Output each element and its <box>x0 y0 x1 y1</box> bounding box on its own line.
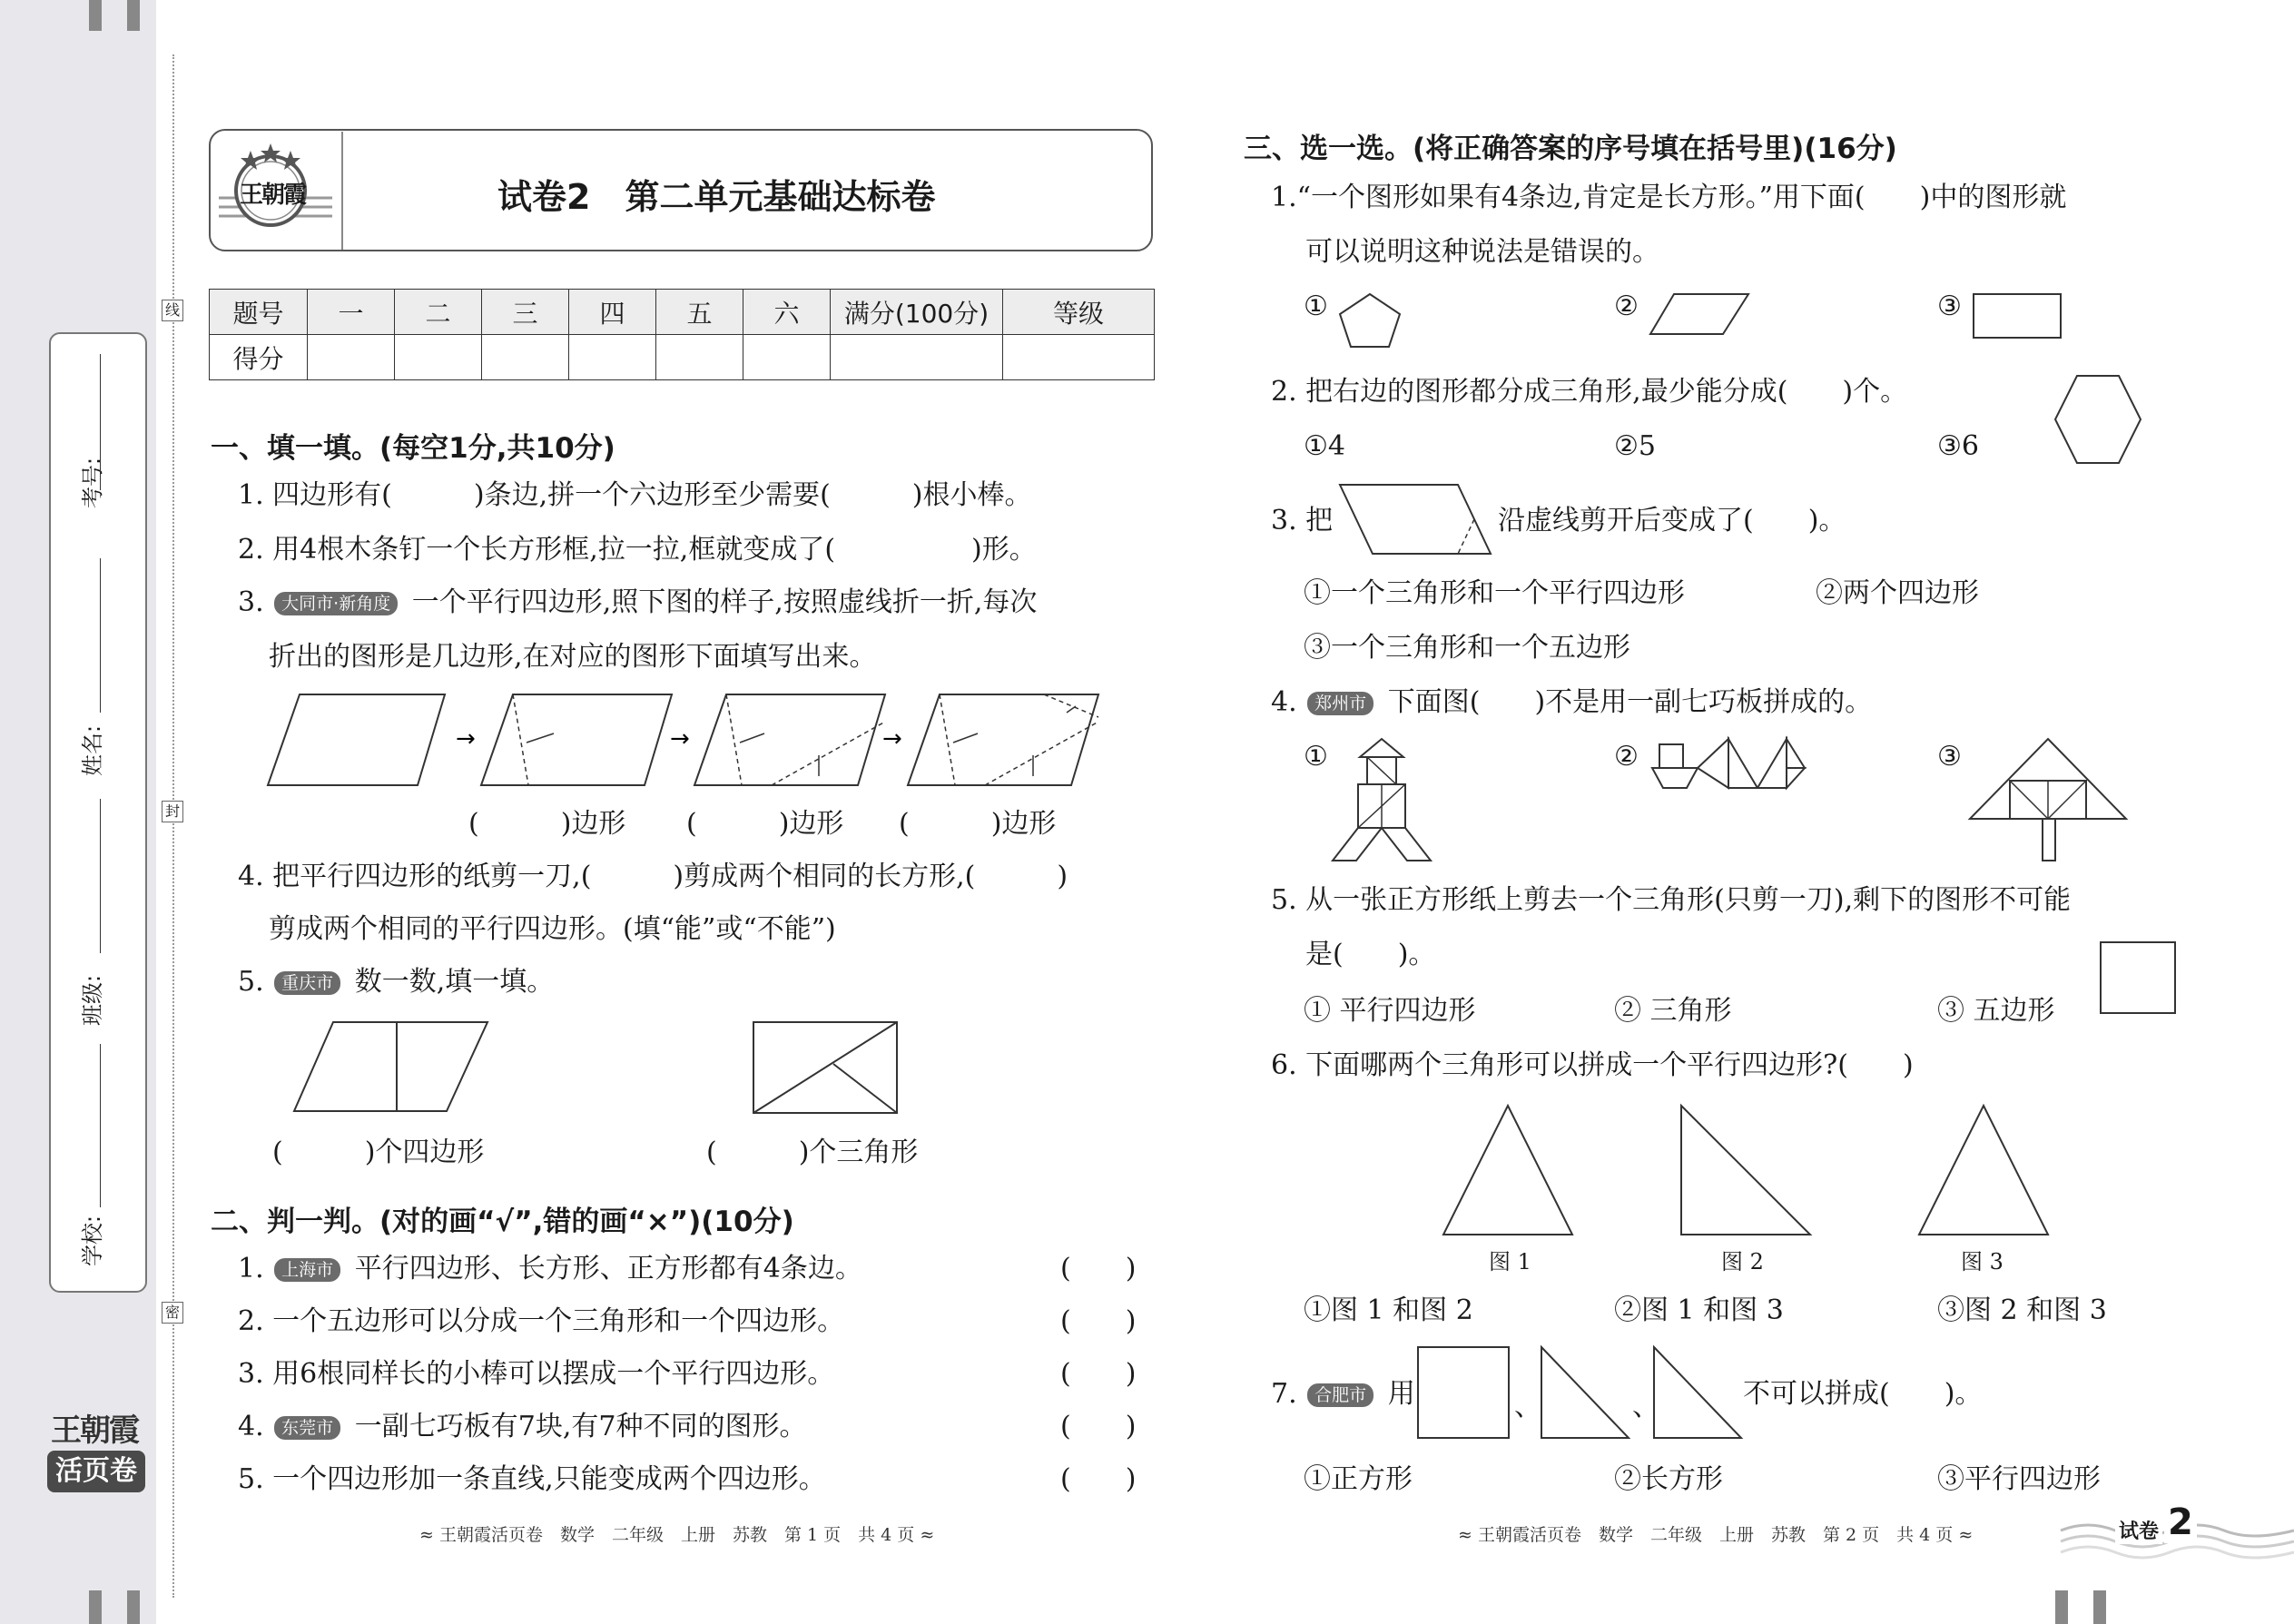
section3-title: 三、选一选。(将正确答案的序号填在括号里)(16分) <box>1244 133 1897 165</box>
s1-q3 <box>238 585 1037 621</box>
s1-q3-text: 一个平行四边形,照下图的样子,按照虚线折一折,每次 <box>411 586 1038 618</box>
s3-q4-text: 下面图( )不是用一副七巧板拼成的。 <box>1387 686 1873 718</box>
s1-q3-blank-1[interactable]: ( )边形 <box>468 808 626 840</box>
s3-q4-num: 4. <box>1271 686 1297 718</box>
score-row-label: 得分 <box>210 335 308 380</box>
square-shape <box>2099 940 2177 1015</box>
s3-q4 <box>1271 684 1872 721</box>
page-title: 试卷2 第二单元基础达标卷 <box>497 177 936 217</box>
s3-q6-label-3: 图 3 <box>1961 1249 2004 1275</box>
s3-q3-a: 3. 把 <box>1271 505 1334 536</box>
score-header-cell: 满分(100分) <box>831 290 1003 335</box>
top-bar-mark <box>89 0 102 31</box>
s2-item-tag: 东莞市 <box>274 1416 340 1440</box>
s3-q6-label-1: 图 1 <box>1489 1249 1531 1275</box>
s1-q5 <box>238 964 554 1000</box>
parallelogram-shape <box>1649 292 1750 336</box>
bottom-bar-mark <box>127 1590 140 1624</box>
s3-q2: 2. 把右边的图形都分成三角形,最少能分成( )个。 <box>1271 376 1908 408</box>
s3-q5-line2: 是( )。 <box>1305 939 1436 970</box>
triangle-figure-2 <box>1679 1104 1812 1236</box>
s3-q2-opt-1[interactable]: ①4 <box>1304 430 1345 462</box>
tangram-tree-figure <box>1968 737 2128 864</box>
s3-q5-opt-1[interactable]: ① 平行四边形 <box>1304 995 1476 1027</box>
s3-q1-opt-1[interactable]: ① <box>1304 290 1328 322</box>
svg-text:→: → <box>456 725 476 753</box>
s1-q5-blank-1[interactable]: ( )个四边形 <box>272 1137 485 1168</box>
s3-q7-opt-3[interactable]: ③平行四边形 <box>1937 1463 2101 1495</box>
s3-q3-b: 沿虚线剪开后变成了( )。 <box>1498 505 1846 536</box>
score-cell[interactable] <box>656 335 743 380</box>
s2-answer-1[interactable]: ( ) <box>1060 1253 1137 1284</box>
s3-q7-sep-1: 、 <box>1514 1391 1541 1422</box>
svg-text:→: → <box>670 725 690 753</box>
s3-q6-label-2: 图 2 <box>1721 1249 1764 1275</box>
s3-q2-opt-3[interactable]: ③6 <box>1937 430 1979 462</box>
footer-left: ≈ 王朝霞活页卷 数学 二年级 上册 苏教 第 1 页 共 4 页 ≈ <box>419 1525 935 1545</box>
top-bar-mark <box>127 0 140 31</box>
s3-q6-opt-3[interactable]: ③图 2 和图 3 <box>1937 1294 2107 1326</box>
s3-q7-a: 用 <box>1387 1378 1415 1410</box>
s3-q4-opt-3[interactable]: ③ <box>1937 741 1962 773</box>
s1-q5-parallelogram-figure <box>292 1020 492 1115</box>
s3-q4-opt-1[interactable]: ① <box>1304 741 1328 773</box>
s3-q3-opt-2[interactable]: ②两个四边形 <box>1816 577 1979 609</box>
score-table <box>209 289 1155 380</box>
s3-q5-opt-3[interactable]: ③ 五边形 <box>1937 995 2055 1027</box>
tangram-tower-figure <box>1331 737 1433 864</box>
s1-q1: 1. 四边形有( )条边,拼一个六边形至少需要( )根小棒。 <box>238 479 1032 511</box>
s2-answer-5[interactable]: ( ) <box>1060 1463 1137 1495</box>
s2-item-text: 用6根同样长的小棒可以摆成一个平行四边形。 <box>272 1358 835 1390</box>
s3-q1-opt-2[interactable]: ② <box>1614 290 1639 322</box>
s3-q7-square-figure <box>1416 1345 1511 1440</box>
s3-q7-start <box>1271 1376 1415 1412</box>
pentagon-shape <box>1338 292 1402 349</box>
score-header-cell: 六 <box>743 290 831 335</box>
s2-item-5 <box>238 1462 826 1498</box>
s2-answer-4[interactable]: ( ) <box>1060 1411 1137 1442</box>
kaohao-line <box>100 354 101 490</box>
score-cell[interactable] <box>569 335 656 380</box>
s2-item-text: 一个五边形可以分成一个三角形和一个四边形。 <box>272 1305 845 1337</box>
cut-mark-mi: 密 <box>162 1302 183 1324</box>
s1-q4: 4. 把平行四边形的纸剪一刀,( )剪成两个相同的长方形,( ) <box>238 861 1068 892</box>
s2-item-1 <box>238 1251 862 1287</box>
rectangle-shape <box>1972 292 2063 340</box>
s2-item-num: 4. <box>238 1411 264 1442</box>
s2-item-num: 5. <box>238 1463 264 1495</box>
s3-q5: 5. 从一张正方形纸上剪去一个三角形(只剪一刀),剩下的图形不可能 <box>1271 884 2072 916</box>
triangle-figure-1 <box>1442 1104 1574 1236</box>
bottom-bar-mark <box>89 1590 102 1624</box>
logo-text: 王朝霞 <box>240 182 306 209</box>
s3-q6-opt-1[interactable]: ①图 1 和图 2 <box>1304 1294 1473 1326</box>
s3-q7-triangle-figure-1 <box>1540 1345 1630 1440</box>
score-cell[interactable] <box>308 335 395 380</box>
tangram-boat-figure <box>1650 737 1807 792</box>
page-badge-label: 试卷 <box>2115 1516 2162 1544</box>
s1-q3-num: 3. <box>238 586 264 618</box>
svg-text:→: → <box>882 725 902 753</box>
footer-right: ≈ 王朝霞活页卷 数学 二年级 上册 苏教 第 2 页 共 4 页 ≈ <box>1458 1525 1974 1545</box>
score-header-cell: 一 <box>308 290 395 335</box>
s3-q7-tag: 合肥市 <box>1307 1383 1373 1407</box>
section1-title: 一、填一填。(每空1分,共10分) <box>211 432 615 465</box>
s1-q4-line2: 剪成两个相同的平行四边形。(填“能”或“不能”) <box>269 913 836 945</box>
cut-mark-feng: 封 <box>162 801 183 822</box>
s2-answer-2[interactable]: ( ) <box>1060 1305 1137 1337</box>
s2-item-2 <box>238 1304 844 1340</box>
logo-divider <box>341 132 343 250</box>
s3-q1: 1.“一个图形如果有4条边,肯定是长方形。”用下面( )中的图形就 <box>1271 182 2067 213</box>
section2-title: 二、判一判。(对的画“√”,错的画“×”)(10分) <box>211 1206 794 1238</box>
kaohao-label: 考号: <box>80 457 105 508</box>
score-header-cell: 五 <box>656 290 743 335</box>
s3-q7-num: 7. <box>1271 1378 1297 1410</box>
s2-item-num: 1. <box>238 1253 264 1284</box>
s3-q2-opt-2[interactable]: ②5 <box>1614 430 1656 462</box>
score-cell[interactable] <box>1003 335 1155 380</box>
triangle-figure-3 <box>1917 1104 2050 1236</box>
s3-q1-line2: 可以说明这种说法是错误的。 <box>1305 236 1659 268</box>
s2-item-3 <box>238 1356 834 1393</box>
side-brand-top: 王朝霞 <box>51 1412 138 1449</box>
s2-item-num: 3. <box>238 1358 264 1390</box>
s3-q3-parallelogram-figure <box>1338 483 1492 556</box>
cut-mark-xian: 线 <box>162 300 183 321</box>
banji-line <box>100 799 101 953</box>
s1-q5-text: 数一数,填一填。 <box>354 966 555 998</box>
s1-q5-rectangle-figure <box>752 1020 901 1115</box>
xuexiao-label: 学校: <box>80 1215 105 1266</box>
s3-q7-triangle-figure-2 <box>1652 1345 1743 1440</box>
fold-diagram <box>263 690 1108 790</box>
score-header-cell: 三 <box>482 290 569 335</box>
s1-q2: 2. 用4根木条钉一个长方形框,拉一拉,框就变成了( )形。 <box>238 534 1037 566</box>
bottom-bar-mark <box>2055 1590 2068 1624</box>
bottom-bar-mark <box>2093 1590 2106 1624</box>
cut-line <box>172 54 174 1598</box>
page-badge-number: 2 <box>2164 1501 2197 1543</box>
s1-q3-blank-2[interactable]: ( )边形 <box>686 808 844 840</box>
s1-q3-blank-3[interactable]: ( )边形 <box>899 808 1057 840</box>
xingming-line <box>100 558 101 713</box>
xingming-label: 姓名: <box>80 724 105 776</box>
s2-item-text: 平行四边形、长方形、正方形都有4条边。 <box>354 1253 862 1284</box>
s3-q7-sep-2: 、 <box>1632 1391 1659 1422</box>
s2-item-num: 2. <box>238 1305 264 1337</box>
s3-q3-opt-3[interactable]: ③一个三角形和一个五边形 <box>1304 632 1630 664</box>
s2-answer-3[interactable]: ( ) <box>1060 1358 1137 1390</box>
xuexiao-line <box>100 1044 101 1207</box>
s2-item-text: 一个四边形加一条直线,只能变成两个四边形。 <box>272 1463 826 1495</box>
score-cell[interactable] <box>831 335 1003 380</box>
hexagon-shape <box>2053 374 2142 465</box>
s3-q7-opt-2[interactable]: ②长方形 <box>1614 1463 1723 1495</box>
banji-label: 班级: <box>80 974 105 1026</box>
s3-q6: 6. 下面哪两个三角形可以拼成一个平行四边形?( ) <box>1271 1049 1914 1081</box>
s1-q3-tag: 大同市·新角度 <box>274 592 398 615</box>
score-header-cell: 四 <box>569 290 656 335</box>
score-cell[interactable] <box>395 335 482 380</box>
s2-item-tag: 上海市 <box>274 1258 340 1282</box>
side-brand-bottom: 活页卷 <box>47 1451 145 1492</box>
s3-q7-b: 不可以拼成( )。 <box>1743 1378 1983 1410</box>
s1-q5-tag: 重庆市 <box>274 971 340 995</box>
s3-q4-tag: 郑州市 <box>1307 692 1373 715</box>
score-cell[interactable] <box>482 335 569 380</box>
score-header-cell: 等级 <box>1003 290 1155 335</box>
score-header-cell: 二 <box>395 290 482 335</box>
s3-q5-opt-2[interactable]: ② 三角形 <box>1614 995 1732 1027</box>
s2-item-4 <box>238 1409 806 1445</box>
score-cell[interactable] <box>743 335 831 380</box>
s3-q3-opt-1[interactable]: ①一个三角形和一个平行四边形 <box>1304 577 1685 609</box>
s2-item-text: 一副七巧板有7块,有7种不同的图形。 <box>354 1411 807 1442</box>
s3-q4-opt-2[interactable]: ② <box>1614 741 1639 773</box>
score-header-cell: 题号 <box>210 290 308 335</box>
s3-q1-opt-3[interactable]: ③ <box>1937 290 1962 322</box>
s1-q5-num: 5. <box>238 966 264 998</box>
s3-q6-opt-2[interactable]: ②图 1 和图 3 <box>1614 1294 1784 1326</box>
s1-q5-blank-2[interactable]: ( )个三角形 <box>706 1137 919 1168</box>
s3-q7-opt-1[interactable]: ①正方形 <box>1304 1463 1413 1495</box>
s1-q3-line2: 折出的图形是几边形,在对应的图形下面填写出来。 <box>269 641 877 673</box>
